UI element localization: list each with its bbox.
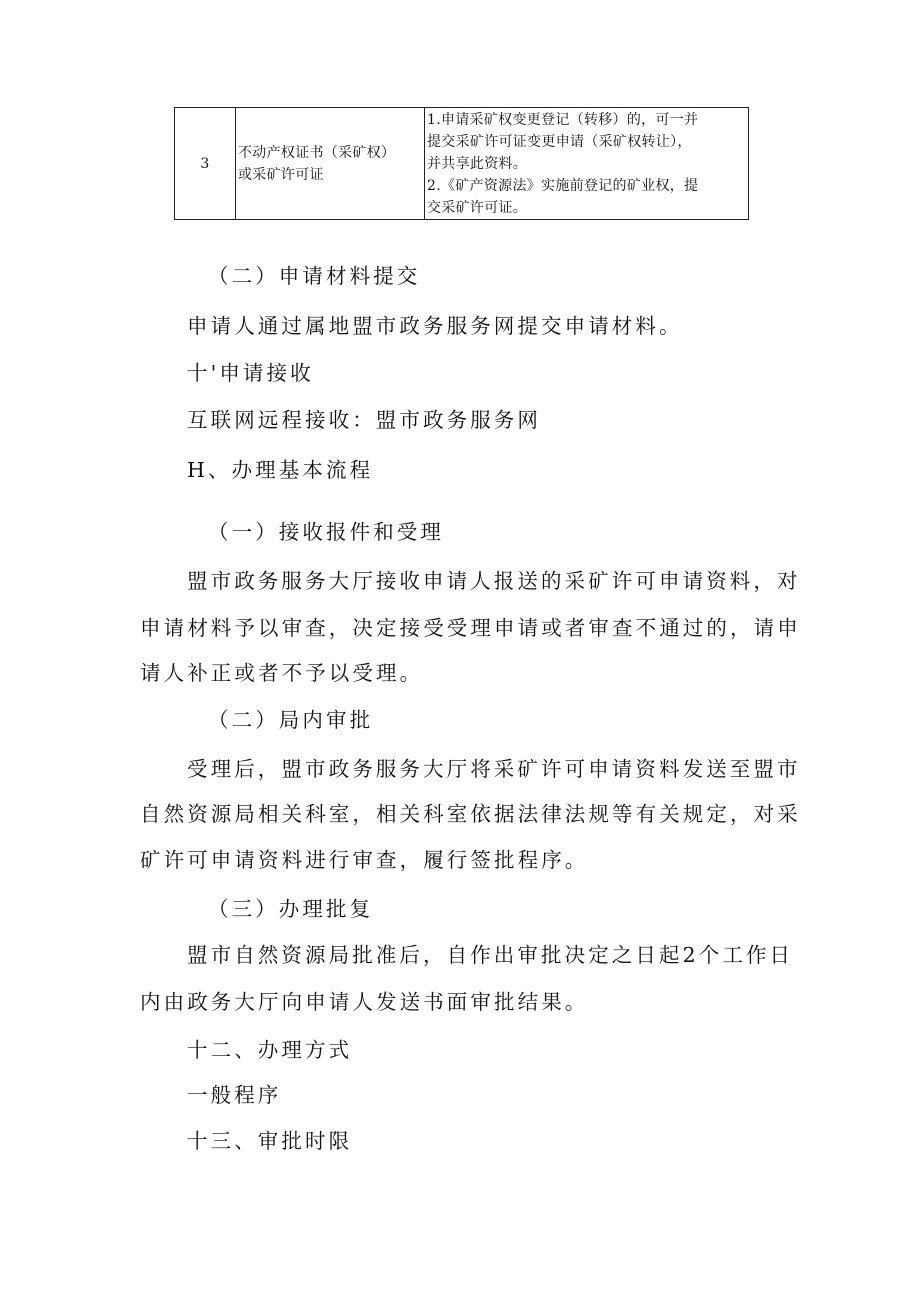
material-name-line: 不动产权证书（采矿权） — [238, 144, 396, 161]
paragraph-line: 内由政务大厅向申请人发送书面审批结果。 — [140, 990, 589, 1014]
materials-table — [174, 107, 749, 220]
note-line: 交采矿许可证。 — [427, 200, 528, 216]
note-line: 提交采矿许可证变更申请（采矿权转让）， — [427, 134, 692, 150]
section-heading: 十'申请接收 — [187, 361, 314, 385]
paragraph-line: 互联网远程接收：盟市政务服务网 — [187, 408, 541, 432]
paragraph-line: 自然资源局相关科室，相关科室依据法律法规等有关规定，对采 — [140, 802, 801, 826]
paragraph-line: 受理后，盟市政务服务大厅将采矿许可申请资料发送至盟市 — [187, 757, 801, 781]
paragraph-line: 申请人通过属地盟市政务服务网提交申请材料。 — [187, 314, 683, 338]
section-heading: 十三、审批时限 — [187, 1129, 353, 1153]
paragraph-line: 盟市政务服务大厅接收申请人报送的采矿许可申请资料，对 — [187, 569, 801, 593]
paragraph-line: 盟市自然资源局批准后，自作出审批决定之日起2个工作日 — [187, 943, 794, 967]
section-heading: H、办理基本流程 — [187, 458, 374, 482]
note-line: 并共享此资料。 — [427, 156, 528, 172]
paragraph-line: 请人补正或者不予以受理。 — [140, 661, 424, 685]
subsection-heading: （三）办理批复 — [208, 897, 374, 921]
paragraph-line: 一般程序 — [187, 1083, 282, 1107]
note-line: 1.申请采矿权变更登记（转移）的，可一并 — [427, 112, 699, 128]
row-index: 3 — [200, 155, 210, 172]
subsection-heading: （一）接收报件和受理 — [208, 520, 444, 544]
paragraph-line: 矿许可申请资料进行审查，履行签批程序。 — [140, 848, 589, 872]
table-cell-index — [175, 108, 236, 219]
section-heading: （二）申请材料提交 — [208, 264, 421, 288]
subsection-heading: （二）局内审批 — [208, 708, 374, 732]
table-cell-notes — [425, 108, 748, 219]
paragraph-line: 申请材料予以审查，决定接受受理申请或者审查不通过的，请申 — [140, 616, 801, 640]
material-name-line: 或采矿许可证 — [238, 166, 324, 183]
section-heading: 十二、办理方式 — [187, 1038, 353, 1062]
table-cell-material-name — [236, 108, 425, 219]
note-line: 2.《矿产资源法》实施前登记的矿业权，提 — [427, 178, 699, 194]
